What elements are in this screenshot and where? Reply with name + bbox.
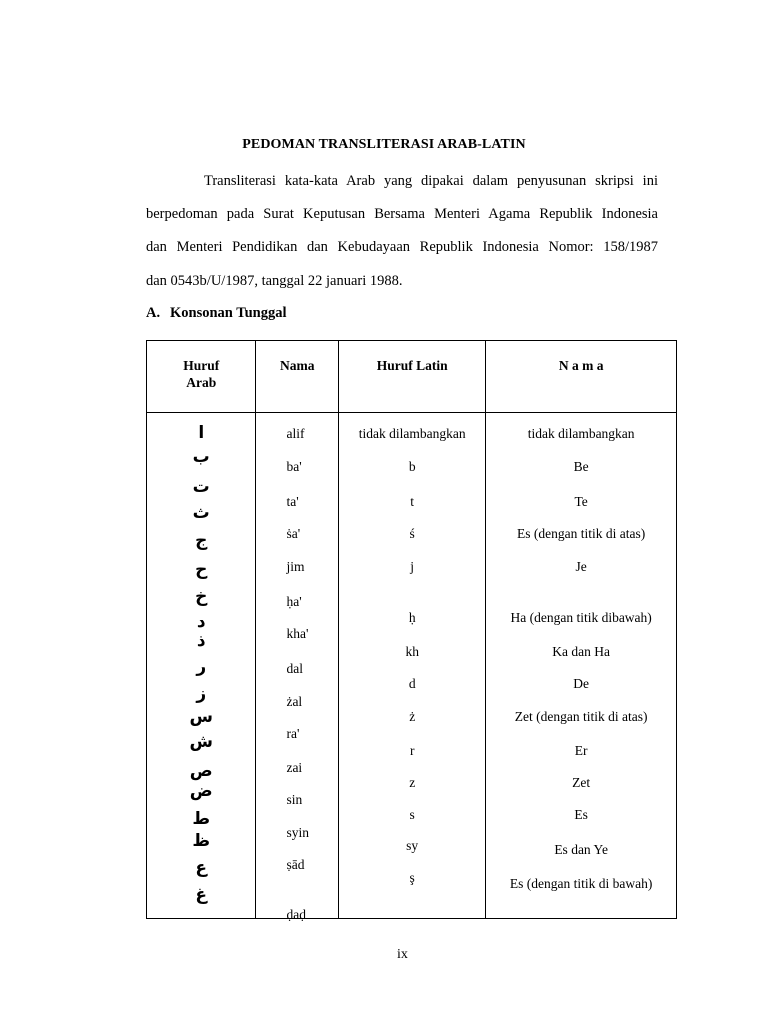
header-huruf-latin: Huruf Latin [339,341,486,413]
latin-name-10: Er [574,743,588,758]
latin-letter-12: s [409,807,415,822]
letter-name-13: syin [286,825,309,840]
letter-name-1: alif [286,426,305,441]
latin-name-9: Zet (dengan titik di atas) [514,709,648,724]
arabic-letter-9: ذ [196,631,206,651]
letter-name-8: dal [286,661,303,676]
latin-letter-6: ḥ [408,610,416,625]
latin-name-2: Be [573,459,589,474]
latin-letter-14: ş [409,870,415,885]
letter-name-4: ṡa' [286,526,301,541]
latin-letter-4: ś [409,526,415,541]
latin-letter-13: sy [406,838,419,853]
letter-name-2: ba' [286,459,302,474]
section-number: A. [146,305,161,321]
latin-name-1: tidak dilambangkan [527,426,635,441]
latin-letter-2: b [408,459,416,474]
column-arabic [147,413,256,919]
arabic-letter-13: ش [189,732,213,752]
arabic-letter-2: ب [192,447,210,467]
column-latin [339,413,486,919]
arabic-letter-6: ح [195,560,208,580]
latin-letter-8: d [408,676,416,691]
arabic-letter-15: ض [189,781,213,801]
arabic-letter-12: س [189,707,213,727]
arabic-letter-18: ع [195,858,208,878]
arabic-letter-10: ر [196,657,207,677]
arabic-letter-4: ث [192,503,210,523]
arabic-letter-11: ز [196,684,207,704]
intro-line-1: Transliterasi kata-kata Arab yang dipakai dalam penyusunan skripsi ini [204,173,658,189]
arabic-letter-5: ج [195,531,208,551]
intro-line-3: dan Menteri Pendidikan dan Kebudayaan Republik Indonesia Nomor: 158/1987 [146,239,658,255]
section-title: Konsonan Tunggal [170,305,287,321]
letter-name-11: zai [286,760,303,775]
page-number: ix [397,947,408,962]
latin-name-11: Zet [572,775,591,790]
header-nama: Nama [256,341,339,413]
latin-name-6: Ha (dengan titik dibawah) [510,610,652,625]
arabic-letter-14: ص [189,761,213,781]
section-heading [146,305,286,322]
arabic-letter-7: خ [195,587,208,607]
header-huruf-arab: Huruf Arab [147,341,256,413]
latin-name-13: Es dan Ye [554,842,608,857]
latin-letter-9: ż [409,709,416,724]
latin-letter-5: j [410,559,415,574]
letter-name-9: żal [286,694,303,709]
column-nama-latin [486,413,677,919]
letter-name-14: ṣād [286,857,305,872]
letter-name-7: kha' [286,626,309,641]
intro-line-4: dan 0543b/U/1987, tanggal 22 januari 1988. [146,273,403,289]
arabic-letter-16: ط [192,809,211,829]
latin-letter-11: z [409,775,416,790]
arabic-letter-19: غ [195,885,208,905]
latin-name-14: Es (dengan titik di bawah) [509,876,653,891]
table-body-row [147,413,677,919]
arabic-letter-8: د [196,612,206,632]
latin-letter-7: kh [405,644,419,659]
letter-name-6: ḥa' [286,594,302,609]
letter-name-10: ra' [286,726,300,741]
arabic-letter-3: ت [192,477,210,497]
letter-name-5: jim [286,559,305,574]
letter-name-15: ḍaḍ [286,907,306,922]
page-title: PEDOMAN TRANSLITERASI ARAB-LATIN [242,137,526,152]
column-nama [256,413,339,922]
letter-name-12: sin [286,792,303,807]
latin-name-8: De [573,676,590,691]
header-nama-spaced: N a m a [486,341,677,413]
latin-letter-10: r [409,743,415,758]
arabic-letter-17: ظ [192,831,211,851]
latin-name-12: Es [574,807,588,822]
latin-name-3: Te [574,494,588,509]
transliteration-table [146,340,677,922]
intro-line-2: berpedoman pada Surat Keputusan Bersama Menteri Agama Republik Indonesia [146,206,658,222]
latin-letter-1: tidak dilambangkan [358,426,466,441]
latin-letter-3: t [410,494,415,509]
letter-name-3: ta' [286,494,299,509]
table-header-row [147,341,677,413]
latin-name-7: Ka dan Ha [552,644,610,659]
latin-name-4: Es (dengan titik di atas) [517,526,646,541]
arabic-letter-1: ا [198,423,205,443]
latin-name-5: Je [575,559,587,574]
